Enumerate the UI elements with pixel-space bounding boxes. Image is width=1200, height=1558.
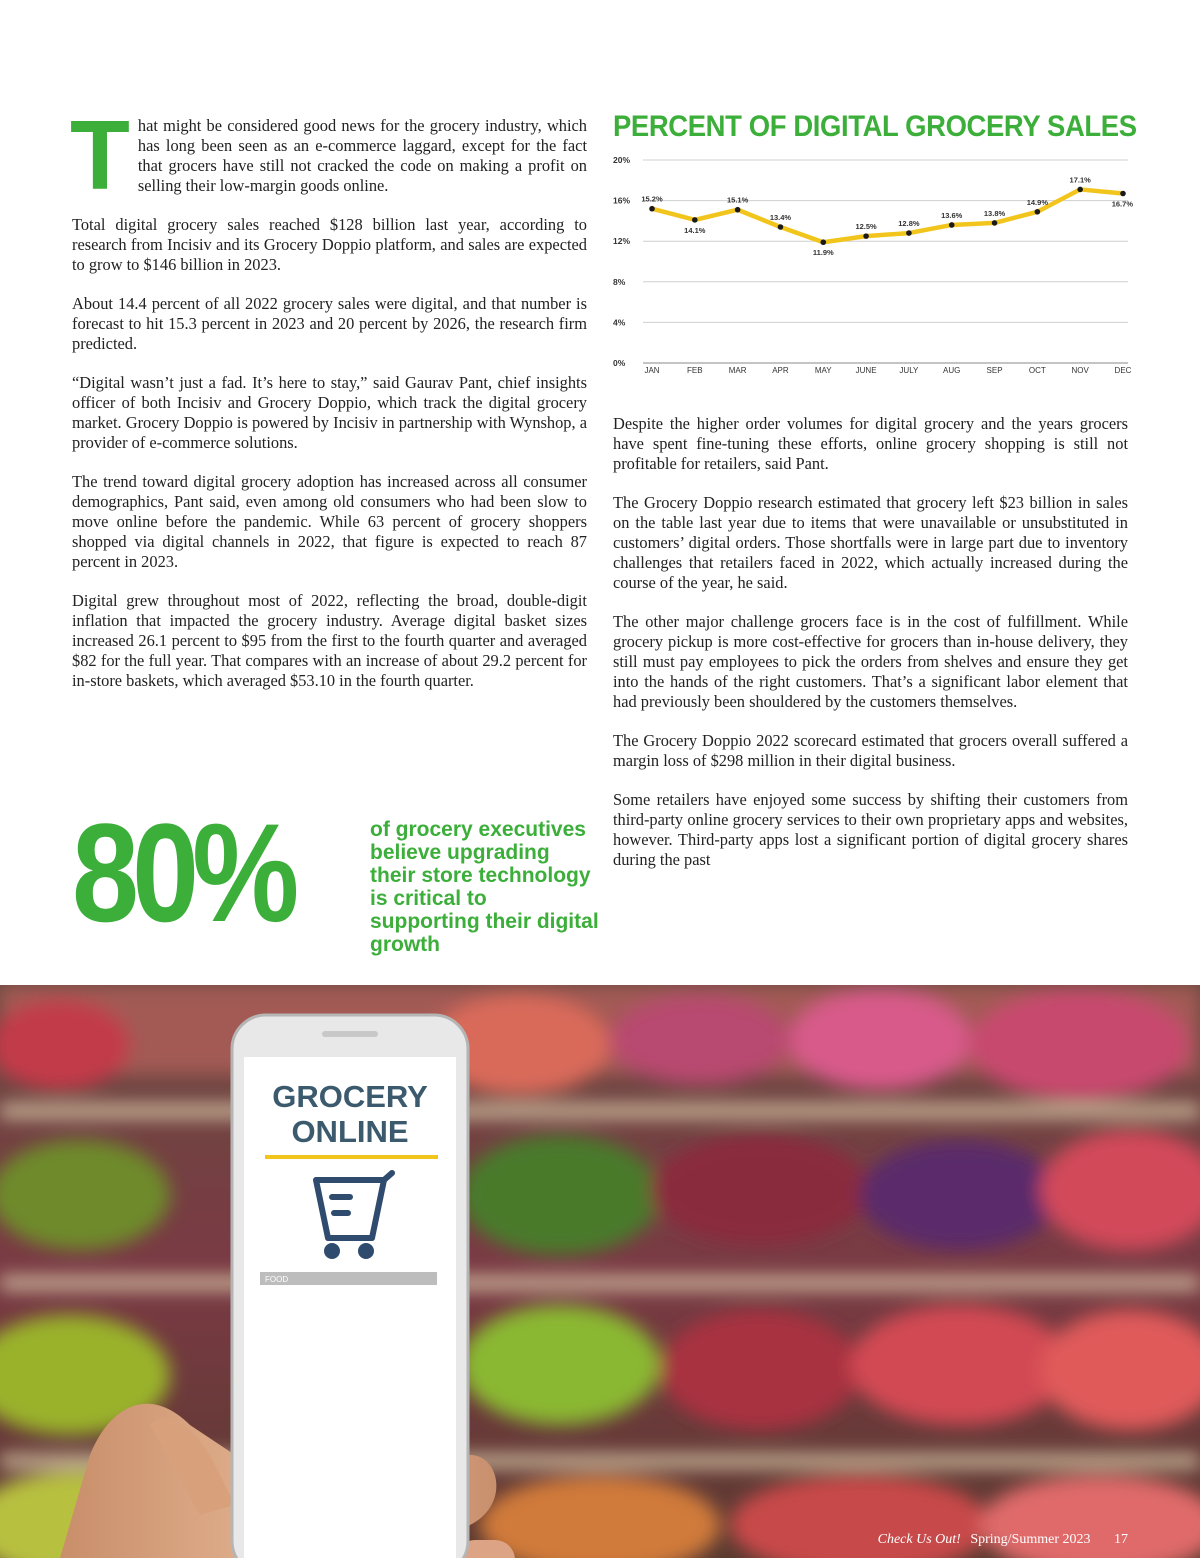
- x-tick-label: DEC: [1114, 366, 1132, 375]
- footer-page-number: 17: [1114, 1532, 1128, 1547]
- callout-stat-number: 80%: [72, 794, 293, 951]
- footer-issue: Spring/Summer 2023: [970, 1532, 1091, 1547]
- data-point: [992, 220, 998, 226]
- app-title-line1: GROCERY: [272, 1079, 428, 1114]
- data-label: 12.5%: [855, 222, 877, 232]
- photo-illustration: [0, 985, 1200, 1558]
- data-point: [1077, 187, 1083, 193]
- data-point: [863, 233, 869, 239]
- x-tick-label: OCT: [1028, 366, 1046, 375]
- x-tick-label: JUNE: [855, 366, 877, 375]
- article-paragraph: The other major challenge grocers face is in the cost of fulfillment. While grocery pickup is more cost-effective for grocers than in-house delivery, they still must pay employees to pick the orders from shelves and ensure they get into the hands of the right customers. That’s a significant labor element that had previously been shouldered by the customers themselves.: [613, 612, 1128, 711]
- data-point: [1035, 209, 1041, 215]
- article-left-column: [70, 100, 587, 710]
- data-point: [692, 217, 698, 223]
- y-tick-label: 8%: [613, 276, 626, 287]
- y-tick-label: 4%: [613, 317, 626, 328]
- article-paragraph: Despite the higher order volumes for digital grocery and the years grocers have spent fine-tuning these efforts, online grocery shopping is still not profitable for retailers, said Pant.: [613, 414, 1128, 473]
- article-paragraph: “Digital wasn’t just a fad. It’s here to stay,” said Gaurav Pant, chief insights officer of both Incisiv and Grocery Doppio, which track the digital grocery market. Grocery Doppio is powered by Incisiv in partnership with Wynshop, a provider of e-commerce solutions.: [72, 373, 587, 452]
- paragraph-text: hat might be considered good news for the grocery industry, which has long been seen as an e-commerce laggard, except for the fact that grocers have still not cracked the code on making a profit on selling their low-margin goods online.: [137, 116, 587, 195]
- article-paragraph: The Grocery Doppio research estimated that grocery left $23 billion in sales on the table last year due to items that were unavailable or unsubstituted in customers’ digital orders. Those shortfalls were in large part due to inventory challenges that retailers faced in 2022, which actually increased during the course of the year, he said.: [613, 493, 1128, 592]
- article-paragraph: Some retailers have enjoyed some success by shifting their customers from third-party online grocery services to their own proprietary apps and websites, however. Third-party apps lost a significant portion of digital grocery shares during the past: [613, 790, 1128, 869]
- data-point: [735, 207, 741, 213]
- y-tick-label: 12%: [613, 236, 631, 247]
- data-label: 12.8%: [898, 219, 920, 229]
- data-point: [649, 206, 655, 212]
- drop-cap: T: [70, 100, 130, 210]
- x-tick-label: JULY: [899, 366, 919, 375]
- chart-grid: [643, 160, 1128, 363]
- data-label: 13.4%: [769, 212, 792, 222]
- chart-axes: [613, 155, 1132, 375]
- data-label: 11.9%: [812, 248, 834, 258]
- article-paragraph: About 14.4 percent of all 2022 grocery sales were digital, and that number is forecast to hit 15.3 percent in 2023 and 20 percent by 2026, the research firm predicted.: [72, 294, 587, 353]
- page-footer: [878, 1532, 1128, 1548]
- app-title-underline: [265, 1155, 438, 1159]
- data-label: 15.2%: [641, 194, 663, 204]
- data-label: 16.7%: [1111, 199, 1133, 209]
- x-tick-label: MAY: [814, 366, 832, 375]
- data-label: 17.1%: [1069, 175, 1091, 185]
- chart-title: PERCENT OF DIGITAL GROCERY SALES: [613, 110, 1137, 143]
- data-label: 15.1%: [726, 195, 749, 205]
- x-tick-label: FEB: [687, 366, 703, 375]
- callout-stat-text: of grocery executives believe upgrading their store technology is critical to supporting their digital growth: [370, 818, 599, 956]
- article-paragraph: Total digital grocery sales reached $128 billion last year, according to research from Incisiv and its Grocery Doppio platform, and sales are expected to grow to $146 billion in 2023.: [72, 215, 587, 274]
- app-title-line2: ONLINE: [291, 1114, 409, 1149]
- article-paragraph: [70, 100, 587, 210]
- x-tick-label: MAR: [728, 366, 747, 375]
- data-label: 14.9%: [1026, 197, 1049, 207]
- data-label: 14.1%: [684, 225, 706, 235]
- y-tick-label: 0%: [613, 358, 626, 368]
- chart-series: [641, 175, 1133, 257]
- data-point: [778, 224, 784, 230]
- y-tick-label: 20%: [613, 155, 631, 165]
- data-label: 13.6%: [941, 210, 963, 220]
- grocery-phone-photo: [0, 985, 1200, 1558]
- article-right-column: [613, 414, 1128, 889]
- x-tick-label: APR: [772, 366, 789, 375]
- data-point: [1120, 191, 1126, 197]
- digital-sales-line-chart: [613, 150, 1133, 380]
- x-tick-label: AUG: [943, 366, 961, 375]
- data-point: [949, 222, 955, 228]
- article-paragraph: The Grocery Doppio 2022 scorecard estimated that grocers overall suffered a margin loss of $298 million in their digital business.: [613, 731, 1128, 770]
- x-tick-label: JAN: [644, 366, 660, 375]
- x-tick-label: SEP: [986, 366, 1003, 375]
- data-label: 13.8%: [983, 208, 1006, 218]
- data-point: [906, 230, 912, 236]
- footer-publication: Check Us Out!: [877, 1532, 961, 1547]
- x-tick-label: NOV: [1071, 366, 1089, 375]
- y-tick-label: 16%: [613, 195, 631, 206]
- article-paragraph: Digital grew throughout most of 2022, reflecting the broad, double-digit inflation that impacted the grocery industry. Average digital basket sizes increased 26.1 percent to $95 from the first to the fourth quarter and averaged $82 for the full year. That compares with an increase of about 29.2 percent for in-store baskets, which averaged $53.10 in the fourth quarter.: [72, 591, 587, 690]
- series-line: [652, 189, 1123, 242]
- data-point: [820, 239, 826, 245]
- food-tab-label: FOOD: [265, 1275, 289, 1284]
- article-paragraph: The trend toward digital grocery adoption has increased across all consumer demographics, Pant said, even among old consumers who had been slow to move online before the pandemic. While 63 percent of grocery shoppers shopped via digital channels in 2022, that figure is expected to reach 87 percent in 2023.: [72, 472, 587, 571]
